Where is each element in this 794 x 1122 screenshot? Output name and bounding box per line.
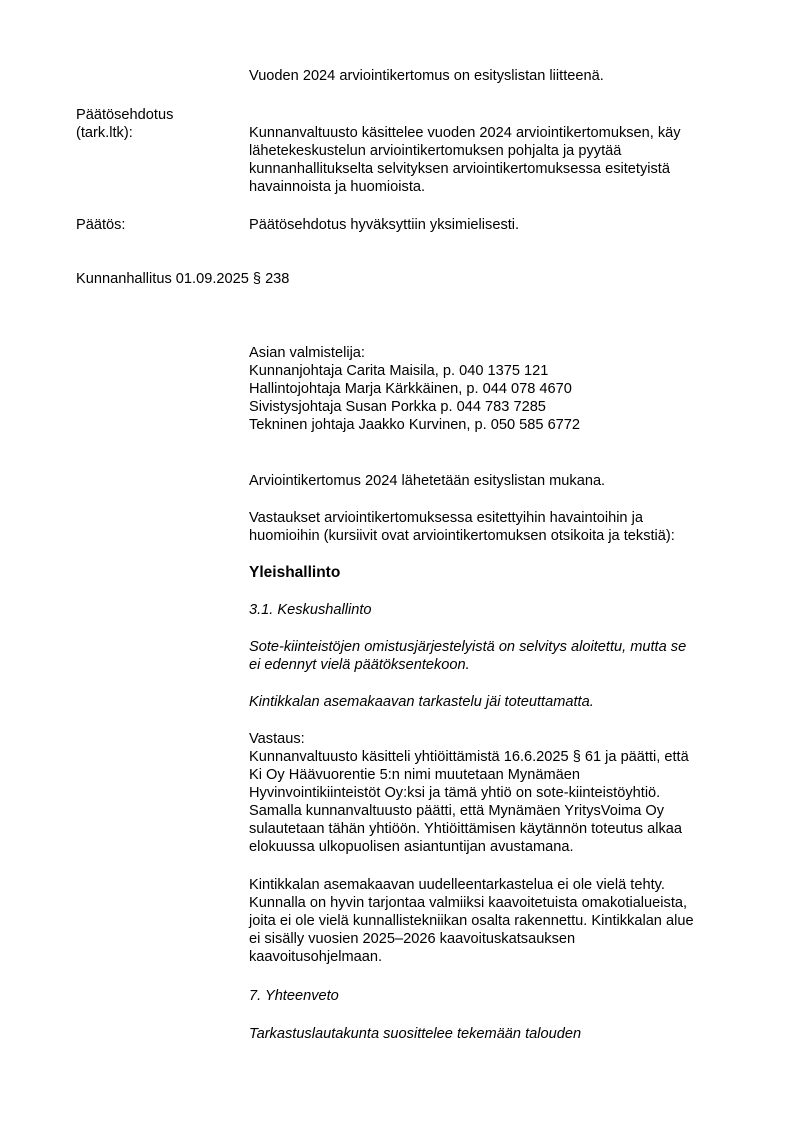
proposal-line: havainnoista ja huomioista. [249,179,426,195]
preparer-line: Tekninen johtaja Jaakko Kurvinen, p. 050 585 6772 [249,417,581,433]
preparer-line: Sivistysjohtaja Susan Porkka p. 044 783 7285 [249,399,546,415]
answer-line: sulautetaan tähän yhtiöön. Yhtiöittämisen käytännön toteutus alkaa [249,821,682,837]
proposal-line: kunnanhallitukselta selvityksen arviointikertomuksessa esitetyistä [249,161,670,177]
italic-paragraph: Kintikkalan asemakaavan tarkastelu jäi toteuttamatta. [249,694,594,710]
answer-line: Kunnalla on hyvin tarjontaa valmiiksi kaavoitetuista omakotialueista, [249,895,688,911]
answer-line: ei sisälly vuosien 2025–2026 kaavoituskatsauksen [249,931,576,947]
proposal-label: Päätösehdotus [76,107,174,123]
preparer-line: Kunnanjohtaja Carita Maisila, p. 040 1375 121 [249,363,549,379]
board-heading: Kunnanhallitus 01.09.2025 § 238 [76,271,290,287]
answer-line: Samalla kunnanvaltuusto päätti, että Mynämäen YritysVoima Oy [249,803,665,819]
sub-heading: 7. Yhteenveto [249,988,339,1004]
italic-paragraph-line: Sote-kiinteistöjen omistusjärjestelyistä on selvitys aloitettu, mutta se [249,639,687,655]
answer-line: joita ei ole vielä kunnallistekniikan osalta rakennettu. Kintikkalan alue [249,913,694,929]
sub-heading: 3.1. Keskushallinto [249,602,372,618]
preparer-line: Hallintojohtaja Marja Kärkkäinen, p. 044 078 4670 [249,381,572,397]
body-paragraph-line: huomioihin (kursiivit ovat arviointikertomuksen otsikoita ja tekstiä): [249,528,675,544]
decision-text: Päätösehdotus hyväksyttiin yksimielisesti. [249,217,520,233]
italic-paragraph: Tarkastuslautakunta suosittelee tekemään talouden [249,1026,582,1042]
intro-text: Vuoden 2024 arviointikertomus on esityslistan liitteenä. [249,68,604,84]
answer-line: Kunnanvaltuusto käsitteli yhtiöittämistä 16.6.2025 § 61 ja päätti, että [249,749,689,765]
answer-label: Vastaus: [249,731,305,747]
answer-line: Ki Oy Häävuorentie 5:n nimi muutetaan Mynämäen [249,767,580,783]
answer-line: Hyvinvointikiinteistöt Oy:ksi ja tämä yhtiö on sote-kiinteistöyhtiö. [249,785,661,801]
section-heading: Yleishallinto [249,564,341,581]
proposal-label-sub: (tark.ltk): [76,125,133,141]
answer-line: kaavoitusohjelmaan. [249,949,383,965]
decision-label: Päätös: [76,217,126,233]
body-paragraph-line: Vastaukset arviointikertomuksessa esitettyihin havaintoihin ja [249,510,643,526]
answer-line: elokuussa ulkopuolisen asiantuntijan avustamana. [249,839,574,855]
answer-line: Kintikkalan asemakaavan uudelleentarkastelua ei ole vielä tehty. [249,877,665,893]
preparers-title: Asian valmistelija: [249,345,365,361]
proposal-line: Kunnanvaltuusto käsittelee vuoden 2024 arviointikertomuksen, käy [249,125,681,141]
italic-paragraph-line: ei edennyt vielä päätöksentekoon. [249,657,470,673]
body-paragraph: Arviointikertomus 2024 lähetetään esityslistan mukana. [249,473,606,489]
proposal-line: lähetekeskustelun arviointikertomuksen pohjalta ja pyytää [249,143,622,159]
